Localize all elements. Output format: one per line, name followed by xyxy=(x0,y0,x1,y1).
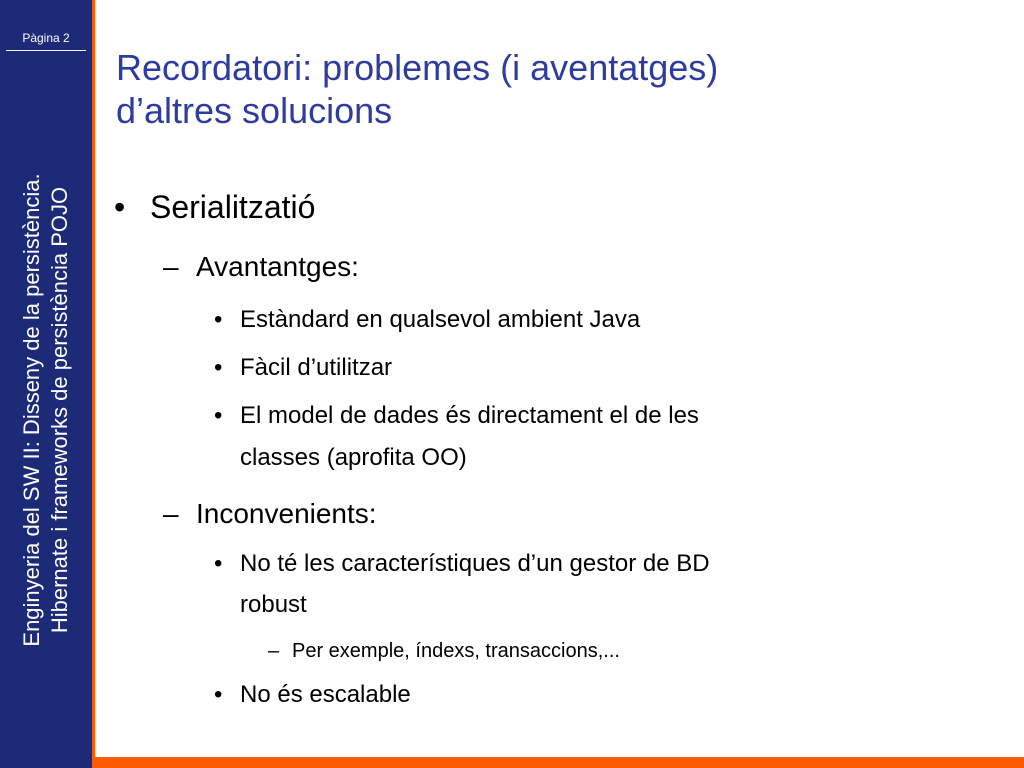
disadvantage-item: No té les característiques d’un gestor de BD xyxy=(240,550,710,577)
advantage-item-continuation: classes (aprofita OO) xyxy=(240,444,467,471)
disadvantage-item: No és escalable xyxy=(240,681,411,708)
bullet-marker: • xyxy=(214,402,223,429)
example-item: Per exemple, índexs, transaccions,... xyxy=(292,640,620,662)
dash-marker: – xyxy=(268,640,280,662)
advantage-item: Estàndard en qualsevol ambient Java xyxy=(240,306,641,333)
bullet-marker: • xyxy=(214,306,223,333)
bullet-marker: • xyxy=(214,354,223,381)
bullet-marker: • xyxy=(214,681,223,708)
course-title-line-1: Enginyeria del SW II: Disseny de la persistència. xyxy=(19,173,44,647)
advantage-item: El model de dades és directament el de les xyxy=(240,402,699,429)
advantage-item: Fàcil d’utilitzar xyxy=(240,354,393,381)
slide-title-line-2: d’altres solucions xyxy=(116,90,393,131)
dash-marker: – xyxy=(163,498,179,529)
advantages-heading: Avantantges: xyxy=(196,251,359,282)
topic-text: Serialitzatió xyxy=(150,189,316,225)
bullet-marker: • xyxy=(214,550,223,577)
disadvantages-heading: Inconvenients: xyxy=(196,498,377,529)
disadvantage-item-continuation: robust xyxy=(240,591,307,618)
slide-title-line-1: Recordatori: problemes (i aventatges) xyxy=(116,47,719,88)
page-number: Pàgina 2 xyxy=(22,31,70,45)
course-title-line-2: Hibernate i frameworks de persistència POJO xyxy=(47,186,72,634)
bullet-marker: • xyxy=(114,189,126,225)
dash-marker: – xyxy=(163,251,179,282)
